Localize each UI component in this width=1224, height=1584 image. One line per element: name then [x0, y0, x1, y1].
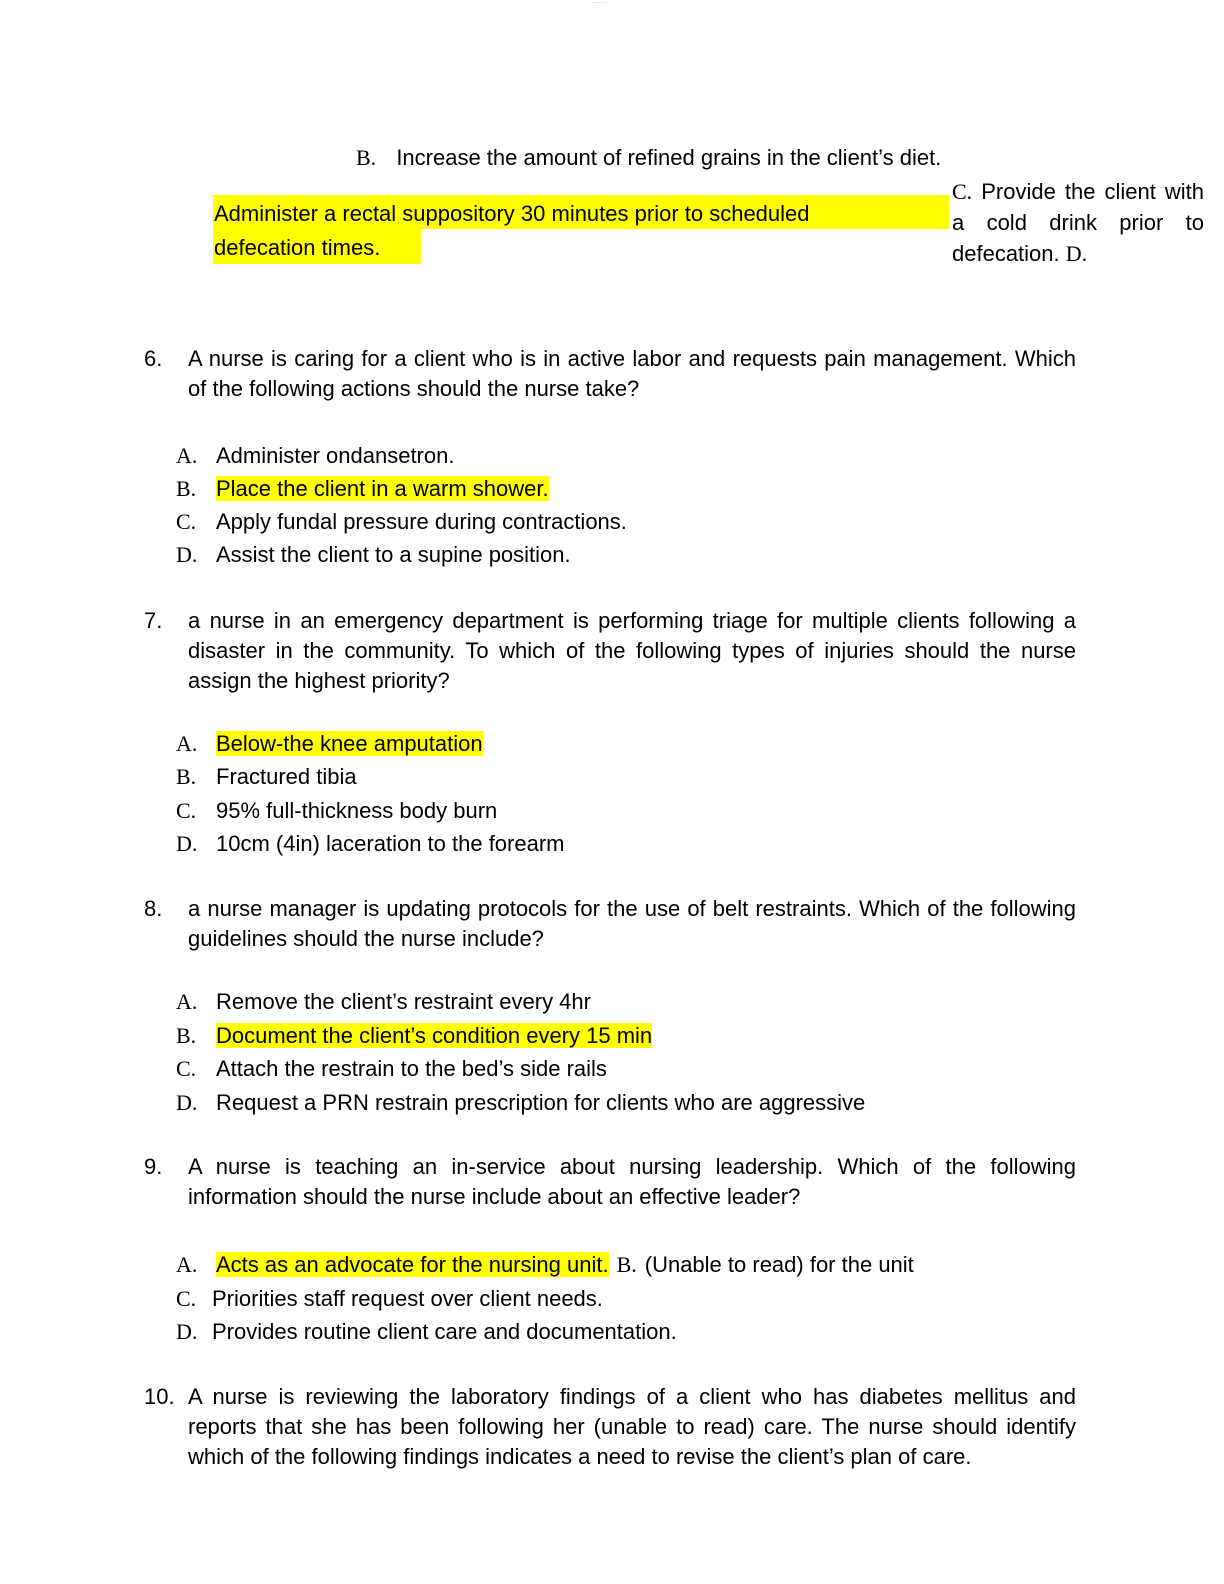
- q5-option-d-letter: D.: [1065, 241, 1088, 266]
- question-number: 9.: [144, 1154, 163, 1179]
- option-letter: B.: [176, 1023, 197, 1048]
- option-text-highlighted: Place the client in a warm shower.: [216, 476, 549, 501]
- question-stem: A nurse is reviewing the laboratory findings of a client who has diabetes mellitus and reports that she has been following her (unable to read) care. The nurse should identify which of the following findings indicates a need to revise the client’s plan of care.: [188, 1384, 1076, 1469]
- option-text: 10cm (4in) laceration to the forearm: [216, 831, 565, 856]
- option-letter: B.: [616, 1252, 637, 1277]
- q7-option-b: [176, 762, 357, 792]
- q5-answer-line-2: defecation times.: [214, 235, 381, 260]
- question-7: [144, 606, 1076, 696]
- option-text: Request a PRN restrain prescription for clients who are aggressive: [216, 1090, 866, 1115]
- option-text: Remove the client’s restraint every 4hr: [216, 989, 591, 1014]
- option-text-highlighted: Acts as an advocate for the nursing unit.: [216, 1252, 609, 1277]
- question-number: 7.: [144, 608, 163, 633]
- option-letter: D.: [176, 1319, 198, 1344]
- option-letter: C.: [176, 1286, 197, 1311]
- question-stem: A nurse is teaching an in-service about nursing leadership. Which of the following information should the nurse include about an effective leader?: [188, 1154, 1076, 1209]
- q7-option-a: [176, 729, 483, 759]
- q7-option-c: [176, 796, 497, 826]
- option-letter: D.: [176, 1090, 198, 1115]
- question-10: [144, 1382, 1076, 1472]
- question-stem: A nurse is caring for a client who is in active labor and requests pain management. Which of the following actions should the nurse take?: [188, 346, 1076, 401]
- q6-option-c: [176, 507, 627, 537]
- option-text: (Unable to read) for the unit: [644, 1252, 914, 1277]
- q9-option-a: [176, 1250, 914, 1280]
- option-letter: C.: [176, 1056, 197, 1081]
- q6-option-b: [176, 474, 549, 504]
- q9-option-c: [176, 1284, 603, 1314]
- page-header-stamp: ·········: [592, 0, 607, 6]
- question-number: 10.: [144, 1384, 175, 1409]
- option-letter: D.: [176, 542, 198, 567]
- option-text: Assist the client to a supine position.: [216, 542, 571, 567]
- question-number: 8.: [144, 896, 163, 921]
- option-text: Attach the restrain to the bed’s side rails: [216, 1056, 607, 1081]
- option-letter: A.: [176, 443, 198, 468]
- option-letter: A.: [176, 731, 198, 756]
- question-number: 6.: [144, 346, 163, 371]
- question-6: [144, 344, 1076, 404]
- option-letter: A.: [176, 1252, 198, 1277]
- q5-option-b-text: Increase the amount of refined grains in the client’s diet.: [396, 145, 942, 170]
- option-text: 95% full-thickness body burn: [216, 798, 498, 823]
- option-letter: D.: [176, 831, 198, 856]
- q8-option-b: [176, 1021, 652, 1051]
- q5-answer-line-1: Administer a rectal suppository 30 minutes prior to scheduled: [214, 201, 810, 226]
- q8-option-c: [176, 1054, 607, 1084]
- option-text: Administer ondansetron.: [216, 443, 455, 468]
- option-letter: B.: [176, 476, 197, 501]
- q7-option-d: [176, 829, 565, 859]
- option-text: Priorities staff request over client needs.: [212, 1286, 603, 1311]
- q5-option-b-letter: B.: [356, 145, 377, 170]
- option-text-highlighted: Below-the knee amputation: [216, 731, 483, 756]
- option-text: Apply fundal pressure during contractions.: [216, 509, 627, 534]
- question-stem: a nurse manager is updating protocols for the use of belt restraints. Which of the following guidelines should the nurse include?: [188, 896, 1076, 951]
- option-letter: C.: [176, 509, 197, 534]
- q9-option-d: [176, 1317, 677, 1347]
- q8-option-d: [176, 1088, 865, 1118]
- option-letter: A.: [176, 989, 198, 1014]
- question-stem: a nurse in an emergency department is performing triage for multiple clients following a disaster in the community. To which of the following types of injuries should the nurse assign the highest priority?: [188, 608, 1076, 693]
- q5-option-c-letter: C.: [952, 179, 973, 204]
- q8-option-a: [176, 987, 591, 1017]
- q6-option-d: [176, 540, 571, 570]
- option-letter: B.: [176, 764, 197, 789]
- q6-option-a: [176, 441, 454, 471]
- option-text: Provides routine client care and documentation.: [212, 1319, 677, 1344]
- question-9: [144, 1152, 1076, 1212]
- q5-option-b: [356, 143, 941, 173]
- option-text-highlighted: Document the client’s condition every 15 min: [216, 1023, 653, 1048]
- question-8: [144, 894, 1076, 954]
- option-text: Fractured tibia: [216, 764, 357, 789]
- q5-side-options: [952, 176, 1204, 269]
- q5-option-c-text: Provide the client with a cold drink prior to defecation.: [952, 179, 1204, 266]
- option-letter: C.: [176, 798, 197, 823]
